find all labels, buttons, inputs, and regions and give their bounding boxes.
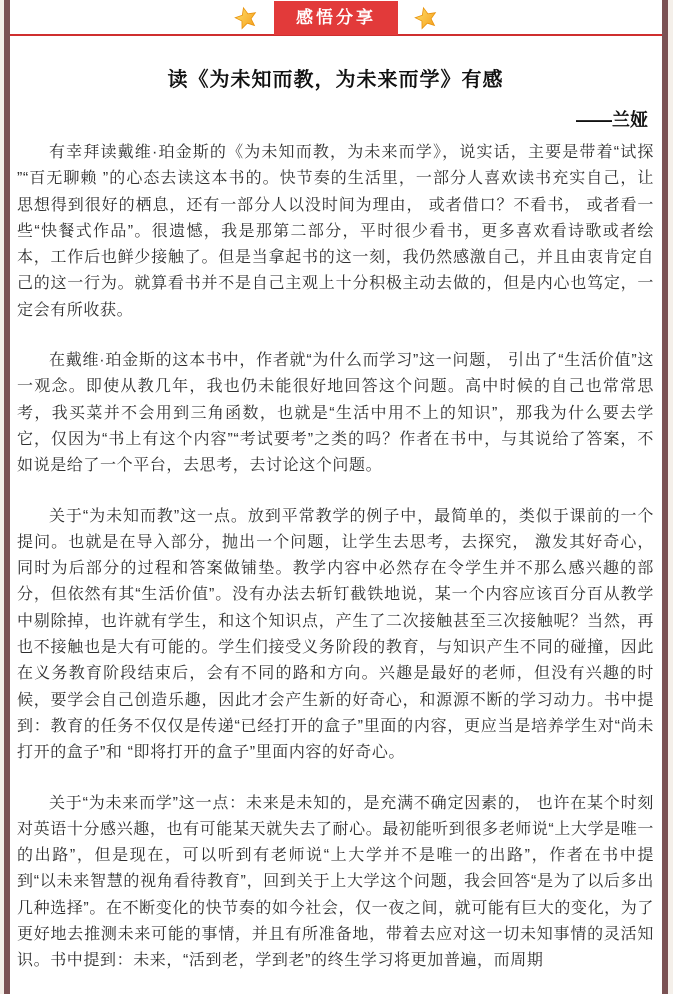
paragraph: 在戴维·珀金斯的这本书中，作者就“为什么而学习”这一问题， 引出了“生活价值”这一观念。即使从教几年，我也仍未能很好地回答这个问题。高中时候的自己也常常思考，我买菜并不会用到三角函数，也就是“生活中用不上的知识”，那我为什么要去学它，仅因为“书上有这个内容”“考试要考”之类的吗？作者在书中，与其说给了答案，不如说是给了一个平台，去思考，去讨论这个问题。 — [17, 352, 654, 475]
article-title: 读《为未知而教，为未来而学》有感 — [167, 69, 504, 91]
paragraph: 有幸拜读戴维·珀金斯的《为未知而教，为未来而学》，说实话，主要是带着“试探 ”“百无聊赖 ”的心态去读这本书的。快节奏的生活里，一部分人喜欢读书充实自己，让思想得到很好的栖息，还有一部分人以没时间为理由， 或者借口？不看书， 或者看一些“快餐式作品”。很遗憾，我是那第二部分，平时很少看书，更多喜欢看诗歌或者绘本，工作后也鲜少接触了。但是当拿起书的这一刻，我仍然感激自己，并且由衷肯定自己的这一行为。就算看书并不是自己主观上十分积极主动去做的，但是内心也笃定，一定会有所收获。 — [17, 144, 654, 319]
paragraph: 关于“为未知而教”这一点。放到平常教学的例子中，最简单的，类似于课前的一个提问。也就是在导入部分，抛出一个问题，让学生去思考，去探究， 激发其好奇心， 同时为后部分的过程和答案做铺垫。教学内容中必然存在令学生并不那么感兴趣的部分，但依然有其“生活价值”。没有办法去斩钉截铁地说，某一个内容应该百分百从教学中剔除掉，也许就有学生，和这个知识点，产生了二次接触甚至三次接触呢？当然，再也不接触也是大有可能的。学生们接受义务阶段的教育，与知识产生不同的碰撞，因此在义务教育阶段结束后，会有不同的路和方向。兴趣是最好的老师，但没有兴趣的时候，要学会自己创造乐趣，因此才会产生新的好奇心，和源源不断的学习动力。书中提到：教育的任务不仅仅是传递“已经打开的盒子”里面的内容，更应当是培养学生对“尚未打开的盒子”和 “即将打开的盒子”里面内容的好奇心。 — [17, 507, 654, 762]
section-badge: 感悟分享 — [274, 1, 398, 35]
section-header — [10, 0, 662, 36]
paragraph: 关于“为未来而学”这一点：未来是未知的，是充满不确定因素的， 也许在某个时刻对英语十分感兴趣，也有可能某天就失去了耐心。最初能听到很多老师说“上大学是唯一的出路”，但是现在，可以听到有老师说“上大学并不是唯一的出路”，作者在书中提到“以未来智慧的视角看待教育”，回到关于上大学这个问题，我会回答“是为了以后多出几种选择”。在不断变化的快节奏的如今社会，仅一夜之间，就可能有巨大的变化，为了更好地去推测未来可能的事情，并且有所准备地，带着去应对这一切未知事情的灵活知识。书中提到：未来，“活到老，学到老”的终生学习将更加普遍，而周期 — [17, 794, 654, 970]
article — [10, 63, 662, 975]
star-icon — [414, 6, 438, 30]
right-border-bar — [662, 0, 668, 994]
article-body — [17, 140, 654, 975]
star-icon — [234, 6, 258, 30]
article-card — [10, 0, 662, 994]
article-author: ——兰娅 — [576, 110, 648, 130]
